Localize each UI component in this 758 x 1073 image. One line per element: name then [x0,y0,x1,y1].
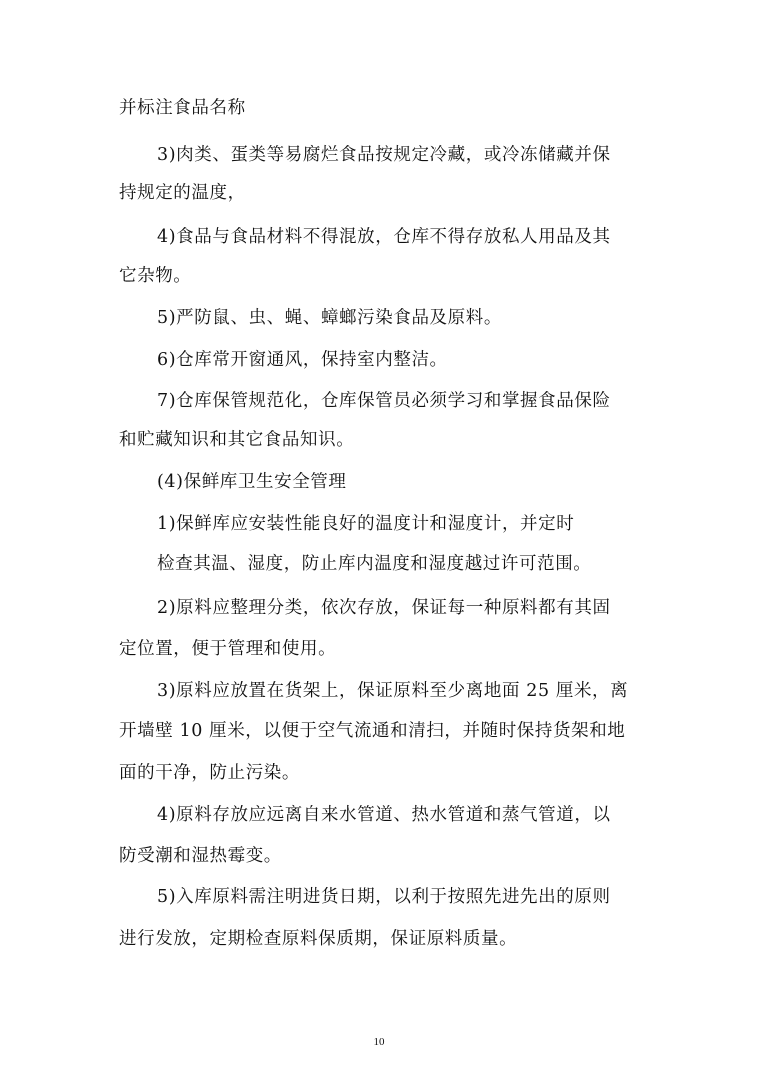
text-line: 2)原料应整理分类，依次存放，保证每一种原料都有其固 [157,598,611,618]
text-line: 5)严防鼠、虫、蝇、蟑螂污染食品及原料。 [157,308,502,328]
text-line: 4)原料存放应远离自来水管道、热水管道和蒸气管道，以 [157,805,611,825]
text-line: 5)入库原料需注明进货日期，以利于按照先进先出的原则 [157,887,611,907]
text-line: 1)保鲜库应安装性能良好的温度计和湿度计，并定时 [157,514,575,534]
section-heading: (4)保鲜库卫生安全管理 [157,472,347,492]
text-line: 开墙壁 10 厘米，以便于空气流通和清扫，并随时保持货架和地 [119,721,626,741]
text-line: 进行发放，定期检查原料保质期，保证原料质量。 [119,929,518,949]
text-line: 定位置，便于管理和使用。 [119,639,337,659]
text-line: 4)食品与食品材料不得混放，仓库不得存放私人用品及其 [157,227,611,247]
text-line: 6)仓库常开窗通风，保持室内整洁。 [157,350,448,370]
text-line: 3)肉类、蛋类等易腐烂食品按规定冷藏，或冷冻储藏并保 [157,145,611,165]
text-line: 和贮藏知识和其它食品知识。 [119,430,355,450]
text-line: 并标注食品名称 [119,98,246,118]
text-line: 它杂物。 [119,266,192,286]
page-number: 10 [373,1036,385,1048]
text-line: 检查其温、湿度，防止库内温度和湿度越过许可范围。 [157,554,592,574]
text-line: 7)仓库保管规范化，仓库保管员必须学习和掌握食品保险 [157,391,611,411]
text-line: 防受潮和湿热霉变。 [119,846,282,866]
text-line: 面的干净，防止污染。 [119,763,300,783]
text-line: 3)原料应放置在货架上，保证原料至少离地面 25 厘米，离 [157,681,629,701]
text-line: 持规定的温度， [119,183,246,203]
